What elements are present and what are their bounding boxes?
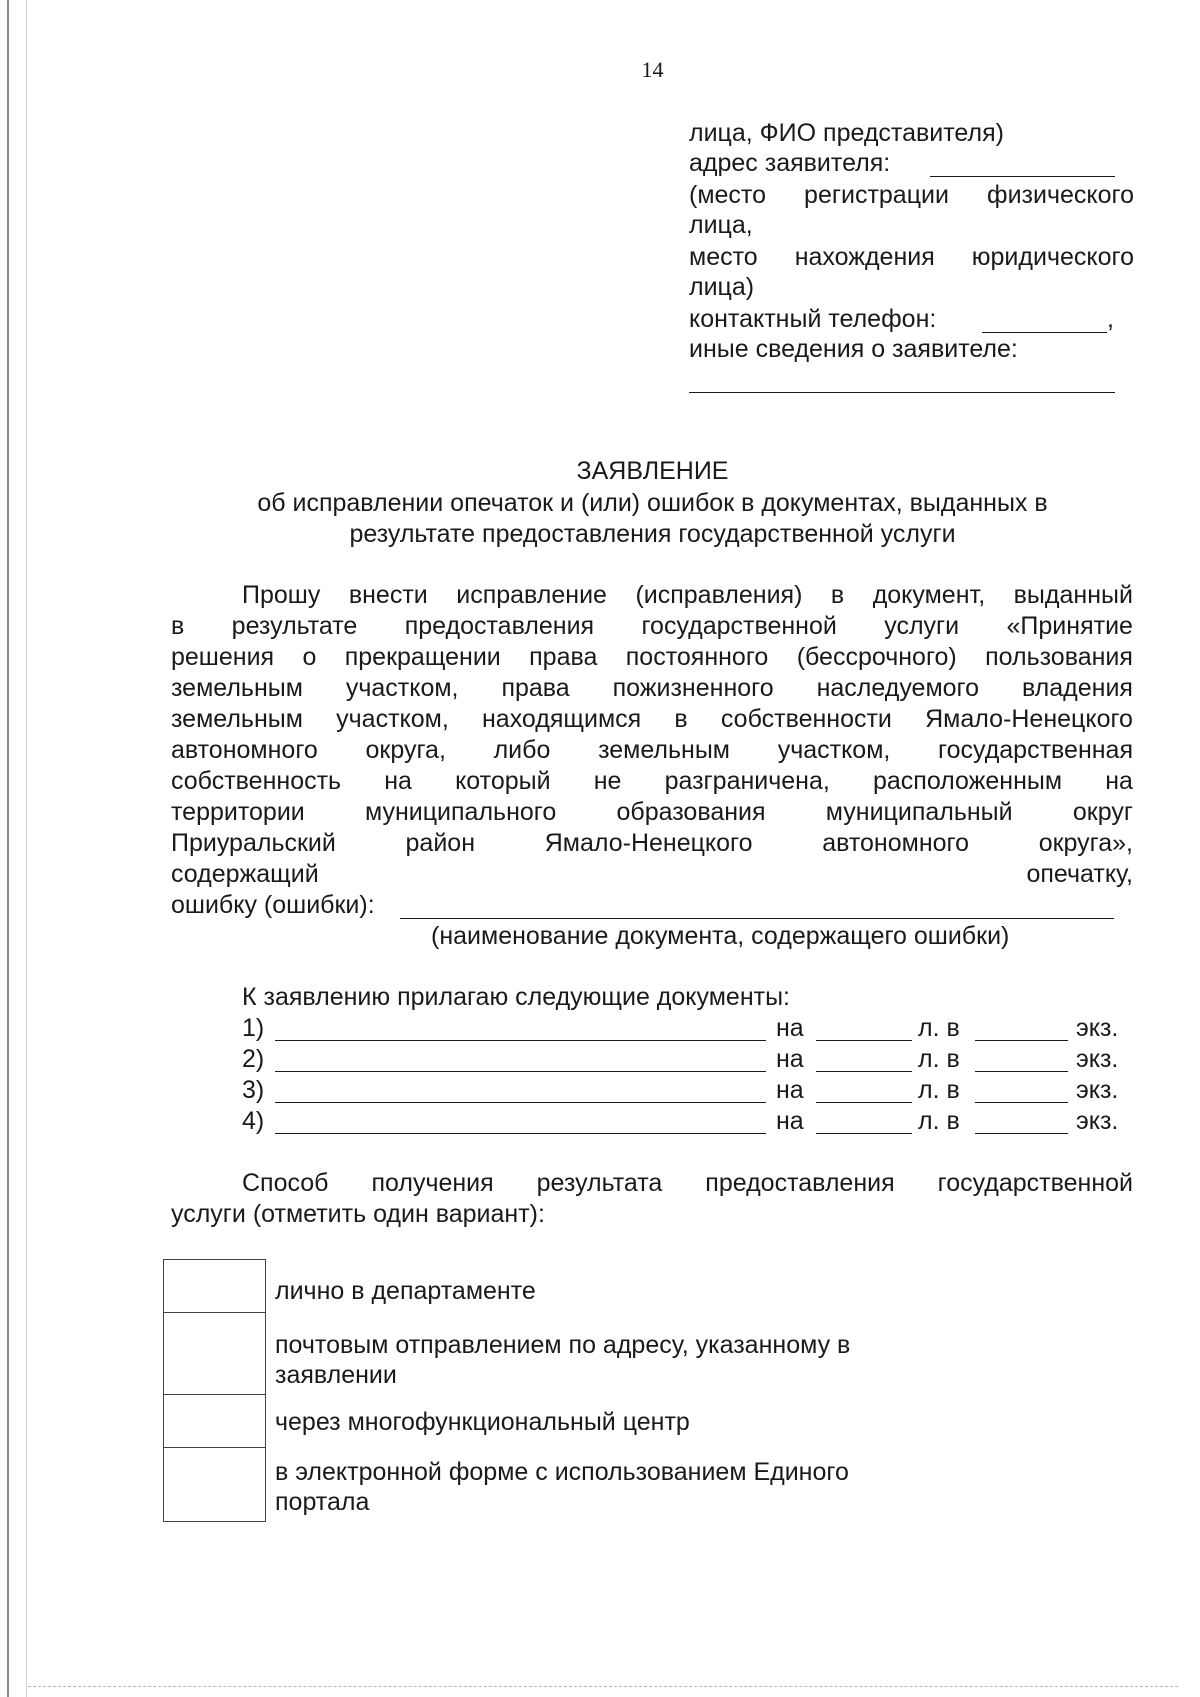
attachments-intro: К заявлению прилагаю следующие документы: bbox=[242, 983, 790, 1011]
attachment-sheets-label: л. в bbox=[918, 1107, 960, 1135]
document-subtitle-line-1: об исправлении опечаток и (или) ошибок в документах, выданных в bbox=[257, 489, 1048, 517]
option-checkbox-mfc[interactable] bbox=[163, 1394, 266, 1448]
document-name-field[interactable] bbox=[400, 918, 1114, 919]
word: (исправления) bbox=[635, 581, 803, 609]
attachment-copies-field[interactable] bbox=[975, 1071, 1068, 1072]
page-edge-left bbox=[7, 0, 9, 1697]
word: физического bbox=[987, 181, 1134, 209]
attachment-copies-label: экз. bbox=[1076, 1076, 1119, 1104]
word: внести bbox=[348, 581, 428, 609]
word: о bbox=[302, 643, 317, 671]
option-label-mail-line-1: почтовым отправлением по адресу, указанному в bbox=[275, 1331, 851, 1359]
word: выданный bbox=[1013, 581, 1133, 609]
word: права bbox=[501, 674, 570, 702]
word: округа, bbox=[365, 736, 446, 764]
option-checkbox-in-person[interactable] bbox=[163, 1259, 266, 1313]
word: муниципального bbox=[365, 798, 557, 826]
word: регистрации bbox=[804, 181, 949, 209]
option-label-in-person: лично в департаменте bbox=[275, 1277, 536, 1305]
word: (место bbox=[689, 181, 766, 209]
address-label: адрес заявителя: bbox=[689, 149, 891, 177]
attachment-na-label: на bbox=[776, 1014, 804, 1042]
word: предоставления bbox=[705, 1169, 895, 1197]
page-edge-left-inner bbox=[26, 0, 27, 1697]
attachment-sheets-field[interactable] bbox=[816, 1133, 912, 1134]
attachment-number: 2) bbox=[242, 1045, 265, 1073]
word: в bbox=[171, 612, 185, 640]
word: на bbox=[384, 767, 412, 795]
attachment-copies-label: экз. bbox=[1076, 1045, 1119, 1073]
option-label-mail-line-2: заявлении bbox=[275, 1361, 397, 1389]
word: земельным bbox=[171, 674, 303, 702]
request-line bbox=[171, 611, 1133, 641]
applicant-line-1: лица, ФИО представителя) bbox=[689, 119, 1004, 147]
attachment-sheets-label: л. в bbox=[918, 1014, 960, 1042]
option-label-portal-line-2: портала bbox=[275, 1488, 370, 1516]
attachment-sheets-label: л. в bbox=[918, 1045, 960, 1073]
word: расположенным bbox=[872, 767, 1063, 795]
word: который bbox=[455, 767, 551, 795]
option-checkbox-mail[interactable] bbox=[163, 1312, 266, 1395]
word: права bbox=[529, 643, 598, 671]
word: собственности bbox=[720, 705, 892, 733]
word: государственной bbox=[937, 1169, 1133, 1197]
word: содержащий bbox=[171, 860, 319, 888]
word: юридического bbox=[971, 243, 1134, 271]
word: предоставления bbox=[404, 612, 595, 640]
attachment-copies-label: экз. bbox=[1076, 1107, 1119, 1135]
word: образования bbox=[616, 798, 766, 826]
word: Ямало-Ненецкого bbox=[925, 705, 1133, 733]
option-label-portal-line-1: в электронной форме с использованием Единого bbox=[275, 1458, 849, 1486]
request-line bbox=[171, 766, 1133, 796]
attachment-name-field[interactable] bbox=[275, 1040, 766, 1041]
attachment-name-field[interactable] bbox=[275, 1133, 766, 1134]
request-line bbox=[171, 828, 1133, 858]
word: документ, bbox=[872, 581, 986, 609]
error-label: ошибку (ошибки): bbox=[171, 891, 375, 919]
word: владения bbox=[1021, 674, 1133, 702]
word: государственная bbox=[938, 736, 1133, 764]
word: либо bbox=[493, 736, 551, 764]
attachment-sheets-field[interactable] bbox=[816, 1040, 912, 1041]
word: постоянного bbox=[625, 643, 769, 671]
word: собственность bbox=[171, 767, 342, 795]
word: опечатку, bbox=[1026, 860, 1133, 888]
request-line bbox=[171, 797, 1133, 827]
word: участком, bbox=[777, 736, 891, 764]
word: государственной bbox=[641, 612, 837, 640]
word: пользования bbox=[985, 643, 1133, 671]
word: в bbox=[674, 705, 688, 733]
address-note-line-1 bbox=[689, 180, 1134, 210]
request-line bbox=[242, 580, 1133, 610]
word: наследуемого bbox=[816, 674, 980, 702]
word: разграничена, bbox=[664, 767, 830, 795]
request-line bbox=[171, 673, 1133, 703]
word: муниципальный bbox=[825, 798, 1013, 826]
attachment-copies-field[interactable] bbox=[975, 1040, 1068, 1041]
word: решения bbox=[171, 643, 275, 671]
delivery-intro-line-2: услуги (отметить один вариант): bbox=[171, 1200, 545, 1228]
address-note-line-2: лица, bbox=[689, 211, 753, 239]
word: участком, bbox=[336, 705, 449, 733]
word: участком, bbox=[345, 674, 459, 702]
word: Ямало-Ненецкого bbox=[544, 829, 753, 857]
document-subtitle-line-2: результате предоставления государственной услуги bbox=[349, 520, 956, 548]
phone-comma: , bbox=[1107, 305, 1114, 333]
word: Приуральский bbox=[171, 829, 336, 857]
page-edge-bottom bbox=[28, 1686, 1178, 1687]
phone-label: контактный телефон: bbox=[689, 305, 937, 333]
word: услуги bbox=[884, 612, 960, 640]
attachment-sheets-label: л. в bbox=[918, 1076, 960, 1104]
attachment-na-label: на bbox=[776, 1107, 804, 1135]
page-number: 14 bbox=[641, 57, 664, 82]
attachment-copies-field[interactable] bbox=[975, 1102, 1068, 1103]
word: исправление bbox=[456, 581, 607, 609]
attachment-number: 4) bbox=[242, 1107, 265, 1135]
attachment-sheets-field[interactable] bbox=[816, 1102, 912, 1103]
address-note-line-3 bbox=[689, 242, 1134, 272]
other-info-label: иные сведения о заявителе: bbox=[689, 335, 1018, 363]
word: результате bbox=[231, 612, 358, 640]
word: территории bbox=[171, 798, 305, 826]
request-line bbox=[171, 642, 1133, 672]
attachment-copies-field[interactable] bbox=[975, 1133, 1068, 1134]
word: на bbox=[1105, 767, 1133, 795]
delivery-intro-line-1 bbox=[242, 1168, 1133, 1198]
word: «Принятие bbox=[1006, 612, 1133, 640]
word: (бессрочного) bbox=[796, 643, 957, 671]
option-checkbox-portal[interactable] bbox=[163, 1447, 266, 1522]
request-line bbox=[171, 859, 1133, 889]
word: получения bbox=[371, 1169, 494, 1197]
attachment-name-field[interactable] bbox=[275, 1071, 766, 1072]
document-name-caption: (наименование документа, содержащего ошибки) bbox=[431, 922, 1010, 950]
word: пожизненного bbox=[612, 674, 774, 702]
request-line bbox=[171, 704, 1133, 734]
word: нахождения bbox=[794, 243, 935, 271]
attachment-na-label: на bbox=[776, 1045, 804, 1073]
address-field[interactable] bbox=[930, 176, 1115, 177]
word: земельным bbox=[171, 705, 303, 733]
word: автономного bbox=[171, 736, 318, 764]
word: земельным bbox=[598, 736, 730, 764]
word: прекращении bbox=[344, 643, 501, 671]
word: Прошу bbox=[242, 581, 321, 609]
word: не bbox=[593, 767, 622, 795]
word: в bbox=[830, 581, 845, 609]
word: результата bbox=[536, 1169, 663, 1197]
word: Способ bbox=[242, 1169, 329, 1197]
address-note-line-4: лица) bbox=[689, 273, 755, 301]
word: округа», bbox=[1038, 829, 1133, 857]
attachment-na-label: на bbox=[776, 1076, 804, 1104]
other-info-field[interactable] bbox=[689, 392, 1115, 393]
attachment-sheets-field[interactable] bbox=[816, 1071, 912, 1072]
phone-field[interactable] bbox=[982, 332, 1107, 333]
word: находящимся bbox=[482, 705, 642, 733]
attachment-copies-label: экз. bbox=[1076, 1014, 1119, 1042]
attachment-number: 1) bbox=[242, 1014, 265, 1042]
word: автономного bbox=[822, 829, 970, 857]
option-label-mfc: через многофункциональный центр bbox=[275, 1408, 690, 1436]
word: округ bbox=[1072, 798, 1133, 826]
word: место bbox=[689, 243, 758, 271]
attachment-number: 3) bbox=[242, 1076, 265, 1104]
attachment-name-field[interactable] bbox=[275, 1102, 766, 1103]
request-line bbox=[171, 735, 1133, 765]
word: район bbox=[405, 829, 476, 857]
document-title: ЗАЯВЛЕНИЕ bbox=[576, 457, 729, 485]
